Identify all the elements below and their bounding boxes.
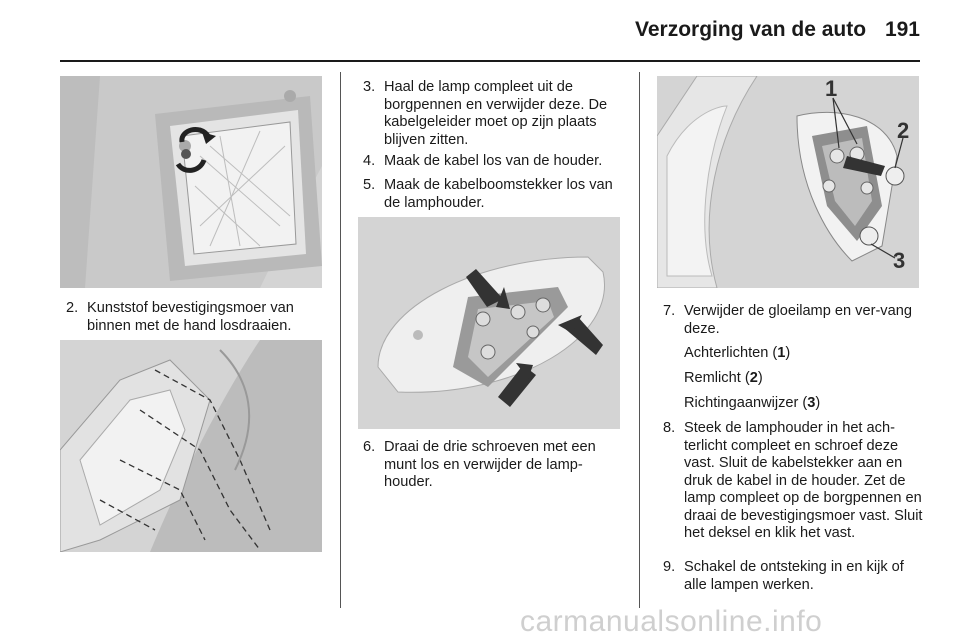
step-9 [663,559,925,594]
bulb-ref-3-close: ) [815,395,821,411]
step-6-number: 6. [363,439,376,455]
column-divider-left [340,72,341,608]
bulb-ref-3 [684,395,820,413]
step-4-text: Maak de kabel los van de houder. [384,153,603,169]
bulb-ref-3-number: 3 [807,395,816,411]
step-6-text: Draai de drie schroeven met een munt los en verwijder de lamp-houder. [384,439,596,490]
figure-label-2: 2 [897,118,910,143]
step-8 [663,420,925,543]
step-4-number: 4. [363,153,376,169]
step-4 [363,153,625,171]
bulb-ref-1 [684,345,790,363]
step-3-text: Haal de lamp compleet uit de borgpennen en verwijder deze. De kabelgeleider moet op zijn plaats blijven zitten. [384,79,608,148]
figure-bulb-positions [657,76,919,288]
step-2-text: Kunststof bevestigingsmoer van binnen met de hand losdraaien. [87,300,294,334]
figure-nut-cover [60,76,322,288]
bulb-ref-1-label: Achterlichten ( [684,345,778,361]
step-5 [363,177,625,212]
bulb-ref-2 [684,370,763,388]
step-7-number: 7. [663,303,676,319]
step-2 [66,300,322,335]
header-rule [60,60,920,62]
figure-label-1: 1 [825,76,838,101]
step-9-text: Schakel de ontsteking in en kijk of alle lampen werken. [684,559,904,593]
step-2-number: 2. [66,300,79,316]
page-number: 191 [884,18,920,41]
figure-lamp-removal [60,340,322,552]
bulb-ref-1-number: 1 [777,345,786,361]
bulb-ref-2-close: ) [757,370,763,386]
step-6 [363,439,625,492]
bulb-ref-1-close: ) [785,345,791,361]
step-9-number: 9. [663,559,676,575]
step-5-number: 5. [363,177,376,193]
step-8-number: 8. [663,420,676,436]
bulb-ref-2-number: 2 [749,370,758,386]
watermark: carmanualsonline.info [520,605,823,638]
figure-lampholder-screws [358,217,620,429]
step-3-number: 3. [363,79,376,95]
bulb-ref-2-label: Remlicht ( [684,370,750,386]
step-5-text: Maak de kabelboomstekker los van de lamphouder. [384,177,613,211]
step-7-text: Verwijder de gloeilamp en ver-vang deze. [684,303,912,337]
step-8-text: Steek de lamphouder in het ach-terlicht compleet en schroef deze vast. Sluit de kabelstekker aan en druk de kabel in de houder. Zet de lamp compleet op de borgpennen en draai de bevestigingsmoer vast. Sluit het deksel en klik het vast. [684,420,923,541]
page-header-title: Verzorging van de auto [635,18,867,41]
step-3 [363,79,625,149]
figure-label-3: 3 [893,248,906,273]
step-7 [663,303,923,338]
bulb-ref-3-label: Richtingaanwijzer ( [684,395,808,411]
column-divider-right [639,72,640,608]
